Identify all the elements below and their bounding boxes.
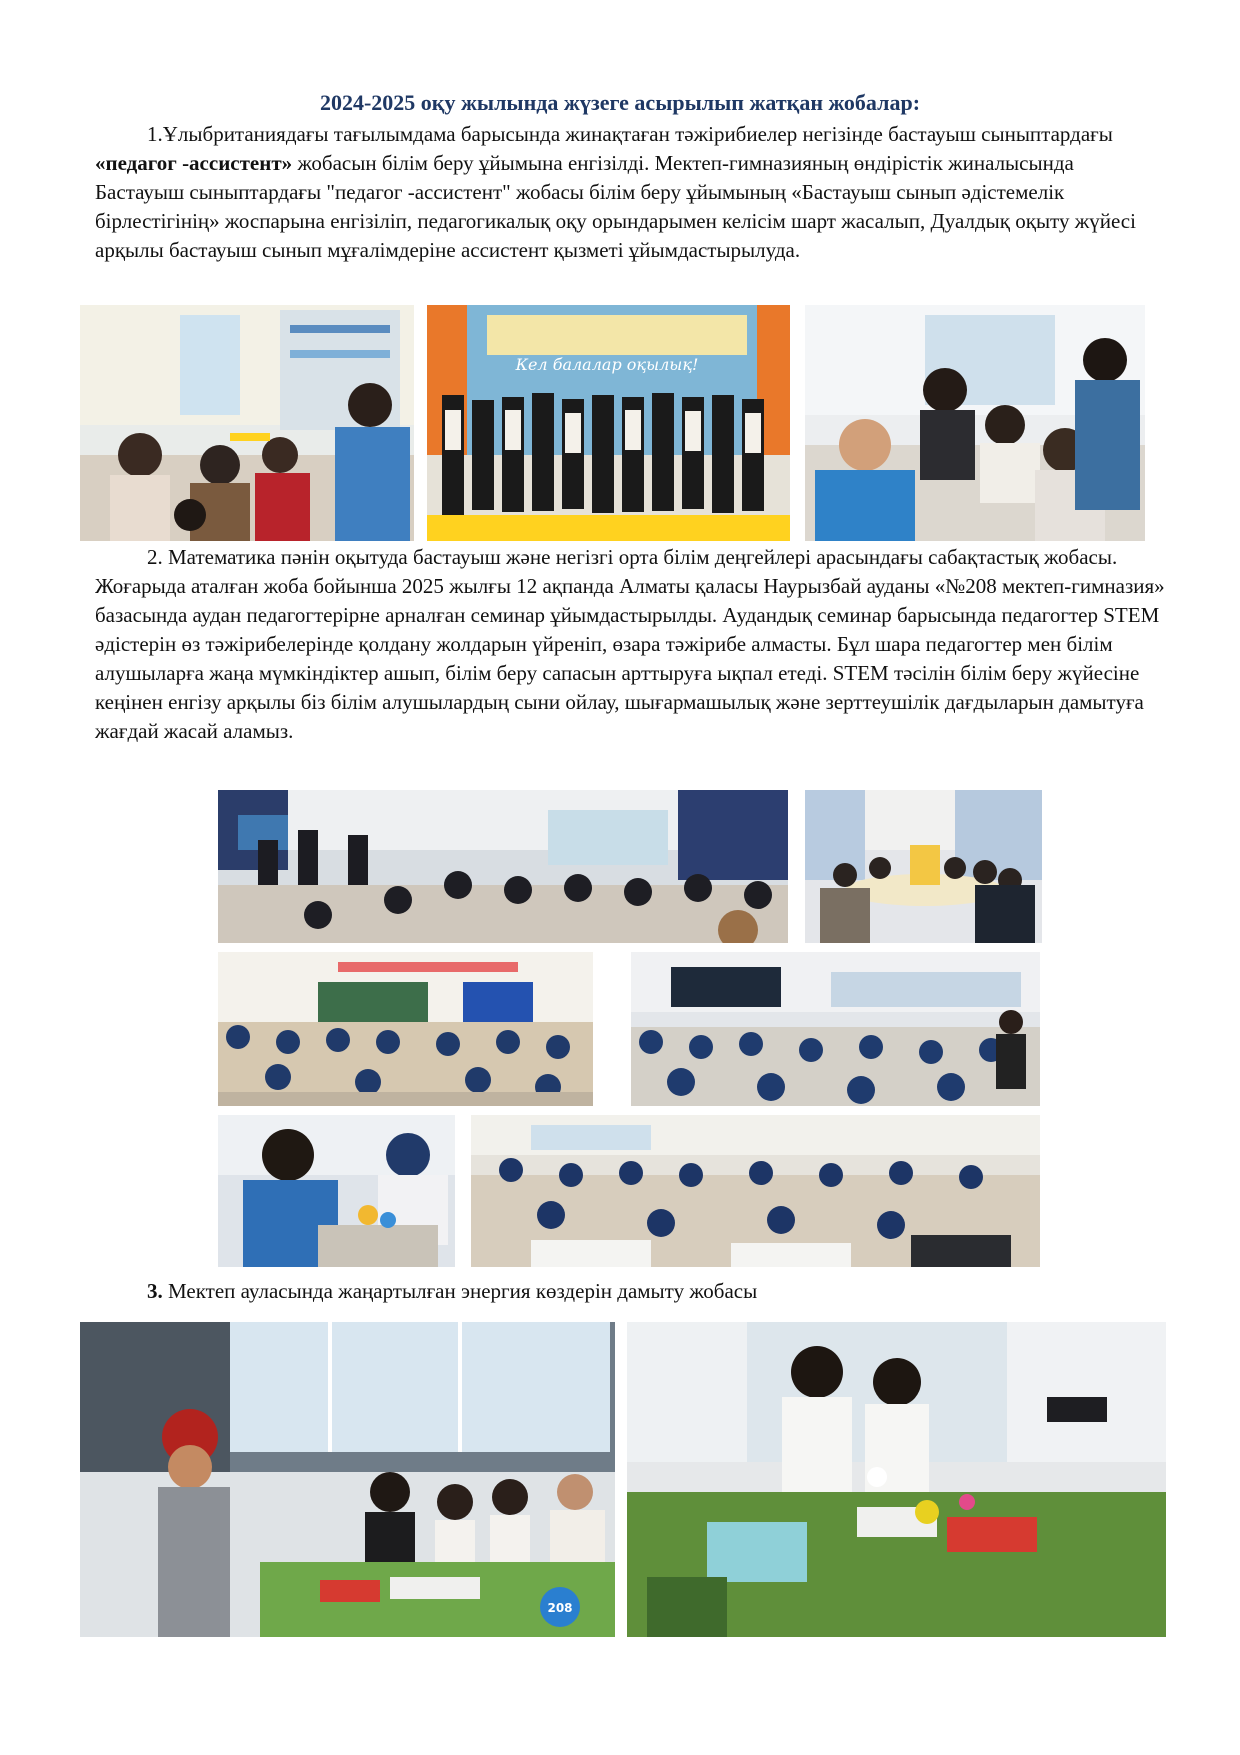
model-badge: 208 [547, 1601, 573, 1615]
photo-group-banner [427, 305, 790, 541]
photo-seminar-roundtable [805, 790, 1042, 943]
photo-classroom-lesson-1 [218, 952, 593, 1106]
section-2-paragraph [95, 543, 1165, 746]
section-1-number: 1. [147, 122, 163, 146]
photo-seminar-presenters [218, 790, 788, 943]
photo-energy-model-guest [80, 1322, 615, 1637]
photo-classroom-assistant-2 [805, 305, 1145, 541]
section-3-number: 3. [147, 1279, 163, 1303]
photo-student-teacher-desk [218, 1115, 455, 1267]
photo-classroom-assistant-1 [80, 305, 414, 541]
banner-slogan: Кел балалар оқылық! [515, 355, 699, 374]
photo-classroom-lesson-2 [631, 952, 1040, 1106]
section-3-paragraph [95, 1277, 1165, 1306]
section-1-text-b: жобасын білім беру ұйымына енгізілді. Мектеп-гимназияның өндірістік жиналысында Бастауыш сыныптардағы "педагог -ассистент" жобасы білім беру ұйымының «Бастауыш сынып әдістемелік бірлестігінің» жоспарына енгізіліп, педагогикалық оқу орындарымен келісім шарт жасалып, Дуалдық оқыту жүйесі арқылы бастауыш сынып мұғалімдеріне ассистент қызметі ұйымдастырылуда. [95, 151, 1136, 262]
section-1-bold-term: «педагог -ассистент» [95, 151, 293, 175]
section-3-text: Мектеп ауласында жаңартылған энергия көздерін дамыту жобасы [162, 1279, 758, 1303]
section-1-text-a: Ұлыбританиядағы тағылымдама барысында жинақтаған тәжірибиелер негізінде бастауыш сыныптардағы [162, 122, 1113, 146]
section-2-text: 2. Математика пәнін оқытуда бастауыш және негізгі орта білім деңгейлері арасындағы сабақтастық жобасы. Жоғарыда аталған жоба бойынша 2025 жылғы 12 ақпанда Алматы қаласы Наурызбай ауданы «№208 мектеп-гимназия» базасында аудан педагогтерірне арналған семинар ұйымдастырылды. Аудандық семинар барысында педагогтер STEM әдістерін өз тәжірибелерінде қолдану жолдарын үйреніп, өзара тәжірибе алмасты. Бұл шара педагогтер мен білім алушыларға жаңа мүмкіндіктер ашып, білім беру сапасын арттыруға ықпал етеді. STEM тәсілін білім беру жүйесіне кеңінен енгізу арқылы біз білім алушылардың сыни ойлау, шығармашылық және зерттеушілік дағдыларын дамытуға жағдай жасай аламыз. [95, 545, 1165, 743]
page-heading: 2024-2025 оқу жылында жүзеге асырылып жатқан жобалар: [319, 90, 921, 115]
photo-energy-model-students [627, 1322, 1166, 1637]
section-1-paragraph [95, 120, 1165, 265]
photo-classroom-students-writing [471, 1115, 1040, 1267]
